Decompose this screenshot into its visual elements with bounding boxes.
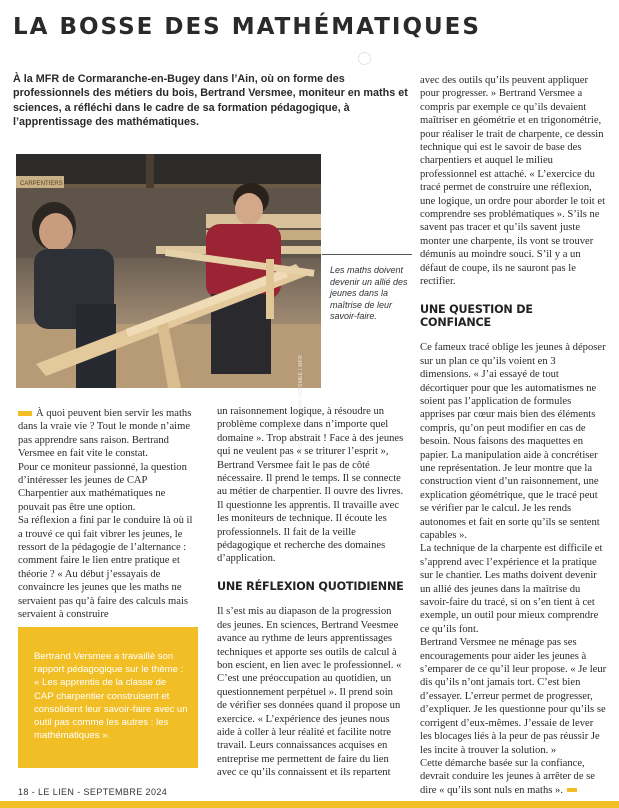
- paragraph-text: Cette démarche basée sur la confiance, devrait conduire les jeunes à arrêter de se dire « qu’ils sont nuls en maths ».: [420, 757, 596, 796]
- photo-caption: Les maths doivent devenir un allié des jeunes dans la maîtrise de leur savoir-faire.: [330, 265, 408, 321]
- section-heading: UNE QUESTION DE CONFIANCE: [420, 302, 533, 329]
- paragraph: Sa réflexion a fini par le conduire là où il a trouvé ce qui fait vibrer les jeunes, le ressort de la pédagogie de l’alternance : comment faire le lien entre pratique et théorie ? « Au début j’essayais de convaincre les jeunes que les maths ne servaient pas qu’à faire des calculs mais servaient à construire: [18, 515, 193, 621]
- paragraph: Pour ce moniteur passionné, la question d’intéresser les jeunes de CAP Charpentier aux mathématiques ne pouvait pas être une option.: [18, 461, 187, 513]
- article-title: LA BOSSE DES MATHÉMATIQUES: [13, 14, 481, 40]
- paragraph: Bertrand Versmee ne ménage pas ses encouragements pour aider les jeunes à s’emparer de ce qu’il leur propose. « Je leur dis qu’ils n’ont jamais tort. C’est bien d’essayer. L’erreur permet de progresser, d’expliquer. Je les questionne pour qu’ils se corrigent d’eux-mêmes. J’essaie de lever les blocages liés à la peur de pas réussir Je les incite à trouver la solution. »: [420, 637, 607, 756]
- info-box-text: Bertrand Versmee a travaillé son rapport pédagogique sur le thème : « Les apprentis de la classe de CAP charpentier construisent et consolident leur savoir-faire avec un outil pas comme les autres : les mathématiques ».: [34, 651, 188, 742]
- paragraph: [18, 407, 198, 461]
- sign-text: CARPENTIERS: [20, 181, 63, 187]
- info-box: [18, 627, 198, 768]
- print-registration-mark: [358, 52, 371, 65]
- end-marker: [567, 788, 577, 792]
- paragraph: La technique de la charpente est difficile et s’apprend avec l’expérience et la pratique sur le chantier. Les maths doivent devenir un allié des jeunes dans la maîtrise du savoir-faire du tracé, si on s’en tient à cet exemple, un outil pour mieux comprendre ce qu’ils font.: [420, 543, 603, 635]
- paragraph: Il s’est mis au diapason de la progression des jeunes. En sciences, Bertrand Veesmee avance au rythme de leurs apprentissages techniques et apporte ses outils de calcul à bon escient, en lien avec le professionnel. « C’est une préoccupation au quotidien, un questionnement perpétuel ». Il prend soin de vérifier ses données quand il propose un exercice. « L’expérience des jeunes nous aide à coller à leur réalité et facilite notre travail. Leurs connaissances acquises en entreprise me permettent de faire du lien avec ce qu’ils connaissent et ils repartent: [217, 606, 402, 779]
- photo-credit: PHOTO : BERTRAND VERSMEE / MFR: [298, 354, 304, 454]
- column-1: [18, 407, 198, 622]
- section-heading: UNE RÉFLEXION QUOTIDIENNE: [217, 579, 404, 593]
- section-marker: [18, 411, 32, 416]
- page-footer: 18 - LE LIEN - SEPTEMBRE 2024: [18, 787, 168, 797]
- column-3: [420, 74, 607, 797]
- paragraph: avec des outils qu’ils peuvent appliquer pour progresser. » Bertrand Versmee a compris par exemple ce qu’ils devaient maîtriser en géométrie et en trigonométrie, pour réaliser le trait de charpente, ce dessin technique qui est le savoir de base des charpentiers et auquel le milieu professionnel est attaché. « L’exercice du tracé permet de construire une réflexion, une logique, un ordre pour aborder le toit et comprendre ses problématiques ». S’ils ne savent pas tracer et qu’ils savent juste monter une charpente, ils vont se trouver démunis au moindre souci. S’il y a un défaut de coupe, ils ne sauront pas le rectifier.: [420, 75, 606, 288]
- article-lede: À la MFR de Cormaranche-en-Bugey dans l’Ain, où on forme des professionnels des métiers du bois, Bertrand Versmee, moniteur en maths et sciences, a réfléchi dans le cadre de sa formation pédagogique, à l’apprentissage des mathématiques.: [13, 73, 408, 128]
- workshop-illustration: [16, 154, 321, 388]
- paragraph: Ce fameux tracé oblige les jeunes à déposer sur un plan ce qu’ils voient en 3 dimensions. « J’ai essayé de tout décortiquer pour que les automatismes ne soient pas l’application de formules apprises par cœur mais bien des éléments compris, qu’on peut modifier en cas de besoin. Nous faisons des maquettes en papier. La manipulation aide à concrétiser une représentation. Je leur montre que la construction vient d’un raisonnement, une explication géométrique, que le tracé peut se vérifier par le calcul. Je les rends autonomes et fait en sorte qu’ils se sentent capables ».: [420, 342, 606, 541]
- paragraph: un raisonnement logique, à résoudre un problème complexe dans n’importe quel domaine ». Trop abstrait ! Face à des jeunes qui ne veulent pas « se triturer l’esprit », Bertrand Versmee fait le pas de côté nécessaire. Il prend le temps. Il se connecte au métier de charpentier. Il ouvre des livres. Il questionne les apprentis. Il travaille avec les moniteurs de technique. Il écoute les professionnels. Il fait de la veille pédagogique et recherche des domaines d’application.: [217, 406, 404, 565]
- paragraph-text: À quoi peuvent bien servir les maths dans la vraie vie ? Tout le monde n’aime pas apprendre sans raison. Bertrand Versmee en fait vite le constat.: [18, 408, 192, 460]
- footer-bar: [0, 801, 619, 808]
- paragraph: [420, 757, 607, 797]
- caption-divider: [322, 254, 412, 255]
- column-2: [217, 405, 405, 780]
